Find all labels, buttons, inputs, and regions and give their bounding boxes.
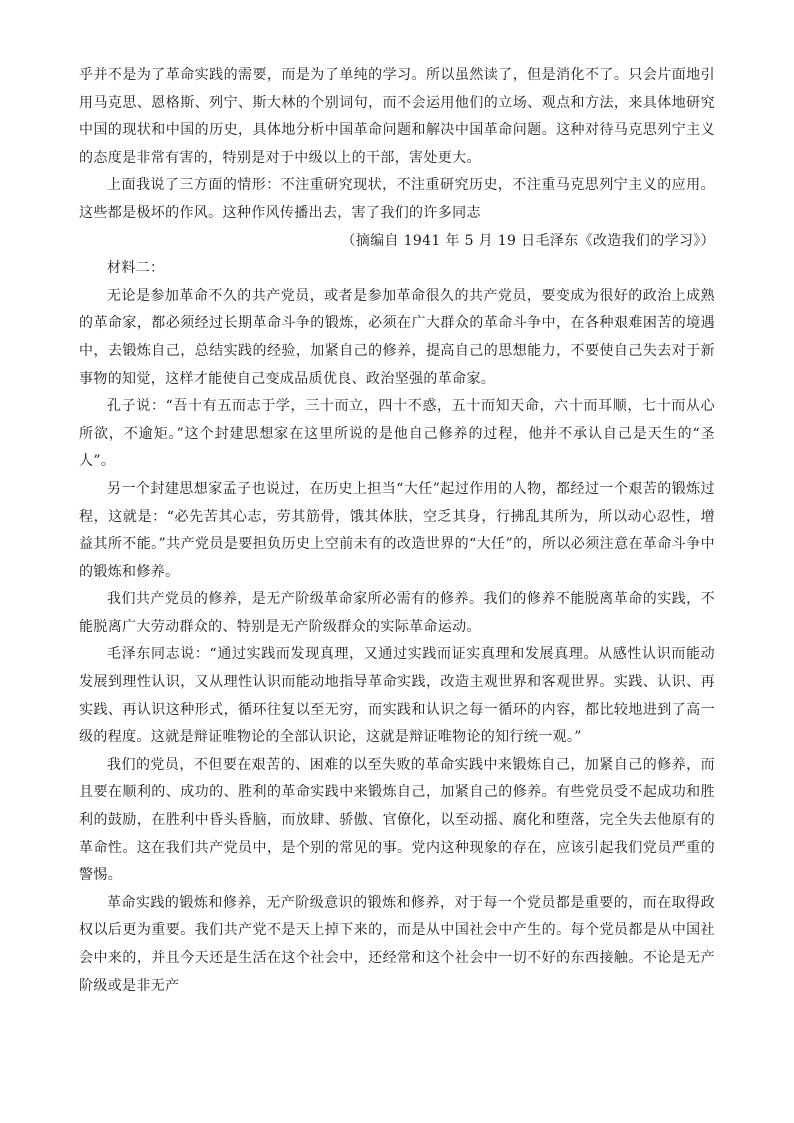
document-page bbox=[79, 62, 715, 1000]
paragraph: 革命实践的锻炼和修养，无产阶级意识的锻炼和修养，对于每一个党员都是重要的，而在取得政权以后更为重要。我们共产党不是天上掉下来的，而是从中国社会中产生的。每个党员都是从中国社会中来的，并且今天还是生活在这个社会中，还经常和这个社会中一切不好的东西接触。不论是无产阶级或是非无产 bbox=[79, 894, 715, 994]
paragraph: 孔子说：“吾十有五而志于学，三十而立，四十不惑，五十而知天命，六十而耳顺，七十而从心所欲，不逾矩。”这个封建思想家在这里所说的是他自己修养的过程，他并不承认自己是天生的“圣人”。 bbox=[79, 398, 715, 470]
paragraph-continued: 乎并不是为了革命实践的需要，而是为了单纯的学习。所以虽然读了，但是消化不了。只会片面地引用马克思、恩格斯、列宁、斯大林的个别词句，而不会运用他们的立场、观点和方法，来具体地研究中国的现状和中国的历史，具体地分析中国革命问题和解决中国革命问题。这种对待马克思列宁主义的态度是非常有害的，特别是对于中级以上的干部，害处更大。 bbox=[79, 67, 715, 166]
paragraph: 我们共产党员的修养，是无产阶级革命家所必需有的修养。我们的修养不能脱离革命的实践，不能脱离广大劳动群众的、特别是无产阶级群众的实际革命运动。 bbox=[79, 591, 715, 635]
paragraph: 我们的党员，不但要在艰苦的、困难的以至失败的革命实践中来锻炼自己，加紧自己的修养，而且要在顺利的、成功的、胜利的革命实践中来锻炼自己，加紧自己的修养。有些党员受不起成功和胜利的鼓励，在胜利中昏头昏脑，而放肆、骄傲、官僚化，以至动摇、腐化和堕落，完全失去他原有的革命性。这在我们共产党员中，是个别的常见的事。党内这种现象的存在，应该引起我们党员严重的警惕。 bbox=[79, 756, 715, 884]
paragraph: 无论是参加革命不久的共产党员，或者是参加革命很久的共产党员，要变成为很好的政治上成熟的革命家，都必须经过长期革命斗争的锻炼，必须在广大群众的革命斗争中，在各种艰难困苦的境遇中，去锻炼自己，总结实践的经验，加紧自己的修养，提高自己的思想能力，不要使自己失去对于新事物的知觉，这样才能使自己变成品质优良、政治坚强的革命家。 bbox=[79, 287, 715, 387]
section-heading-material-two: 材料二： bbox=[107, 260, 165, 277]
paragraph: 另一个封建思想家孟子也说过，在历史上担当“大任”起过作用的人物，都经过一个艰苦的锻炼过程，这就是：“必先苦其心志，劳其筋骨，饿其体肤，空乏其身，行拂乱其所为，所以动心忍性，增益其所不能。”共产党员是要担负历史上空前未有的改造世界的“大任”的，所以必须注意在革命斗争中的锻炼和修养。 bbox=[79, 480, 715, 580]
citation-source: （摘编自 1941 年 5 月 19 日毛泽东《改造我们的学习》） bbox=[341, 232, 715, 249]
paragraph-summary: 上面我说了三方面的情形：不注重研究现状，不注重研究历史，不注重马克思列宁主义的应用。这些都是极坏的作风。这种作风传播出去，害了我们的许多同志 bbox=[79, 177, 715, 221]
paragraph: 毛泽东同志说：“通过实践而发现真理，又通过实践而证实真理和发展真理。从感性认识而能动发展到理性认识，又从理性认识而能动地指导革命实践，改造主观世界和客观世界。实践、认识、再实践、再认识这种形式，循环往复以至无穷，而实践和认识之每一循环的内容，都比较地进到了高一级的程度。这就是辩证唯物论的全部认识论，这就是辩证唯物论的知行统一观。” bbox=[79, 646, 715, 746]
